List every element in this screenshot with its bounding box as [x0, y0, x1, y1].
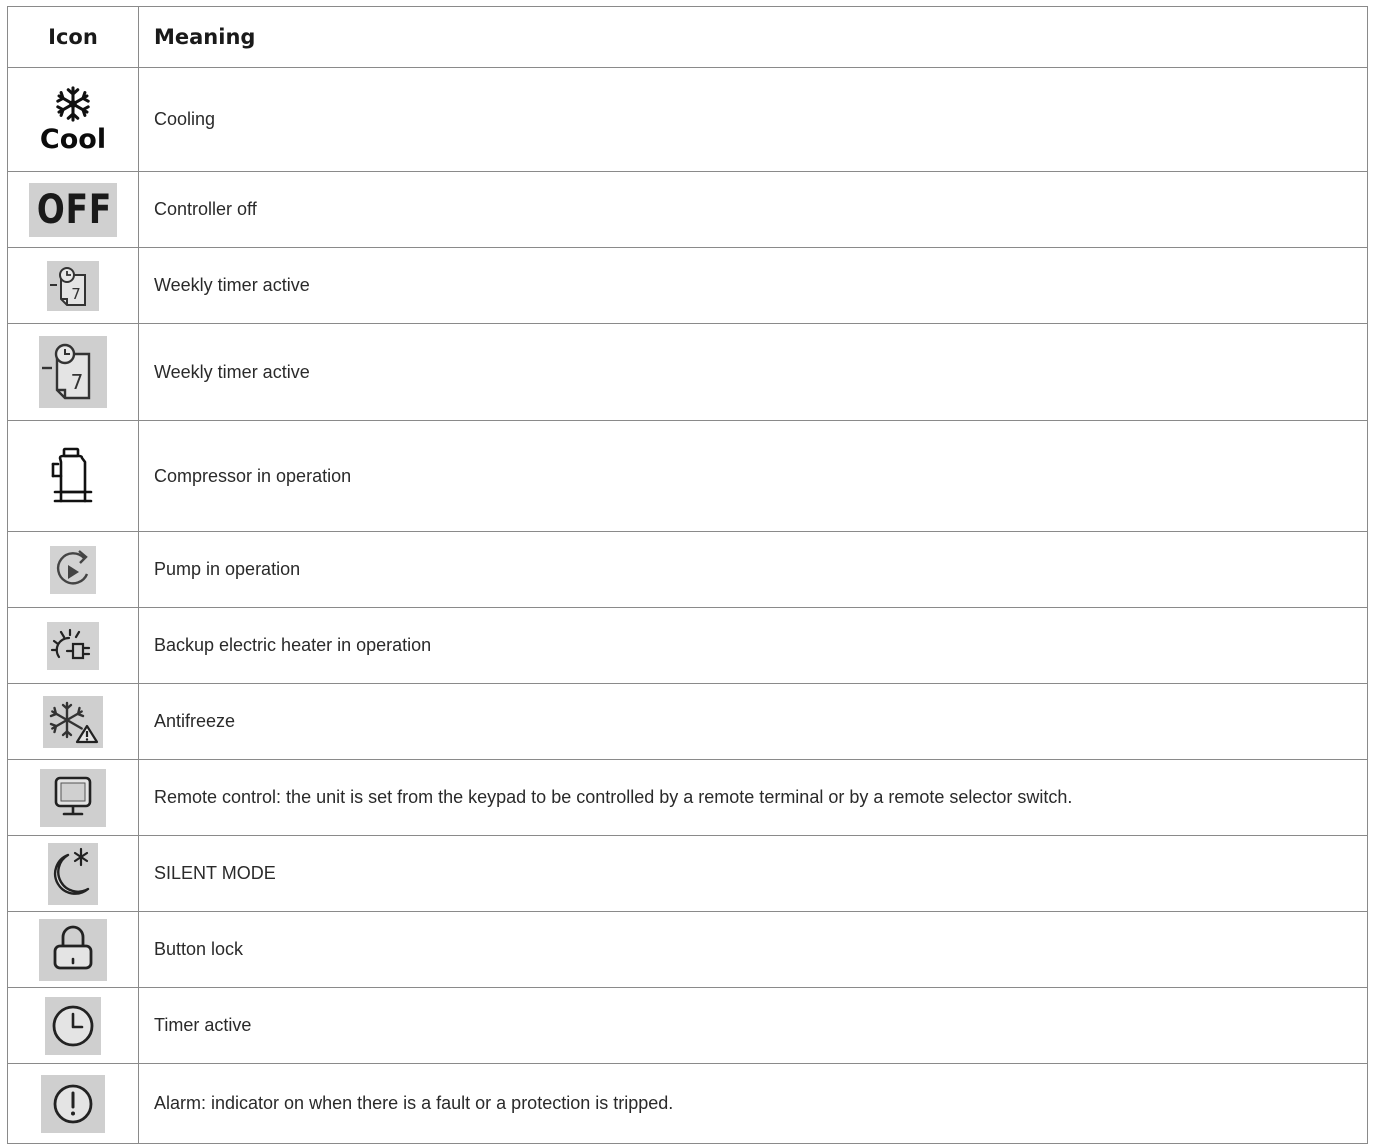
- meaning-cell: Weekly timer active: [139, 248, 1368, 324]
- silent-mode-icon: [48, 843, 98, 905]
- meaning-cell: Backup electric heater in operation: [139, 608, 1368, 684]
- meaning-cell: Timer active: [139, 988, 1368, 1064]
- icon-cell: [8, 324, 139, 421]
- icon-cell: [8, 421, 139, 532]
- alarm-icon: [41, 1075, 105, 1133]
- antifreeze-icon: [43, 696, 103, 748]
- table-row: [8, 760, 1368, 836]
- table-row: [8, 172, 1368, 248]
- table-row: [8, 248, 1368, 324]
- meaning-cell: Alarm: indicator on when there is a fault or a protection is tripped.: [139, 1064, 1368, 1144]
- icon-cell: [8, 532, 139, 608]
- icon-cell: [8, 988, 139, 1064]
- snowflake-icon: [54, 85, 92, 123]
- meaning-cell: Controller off: [139, 172, 1368, 248]
- table-row: [8, 836, 1368, 912]
- icon-cell: [8, 68, 139, 172]
- icon-cell: [8, 912, 139, 988]
- table-row: [8, 324, 1368, 421]
- lock-icon: [39, 919, 107, 981]
- meaning-cell: Weekly timer active: [139, 324, 1368, 421]
- cool-label: Cool: [39, 123, 107, 155]
- table-row: [8, 608, 1368, 684]
- meaning-cell: Pump in operation: [139, 532, 1368, 608]
- table-row: [8, 68, 1368, 172]
- off-icon: [29, 183, 117, 237]
- clock-icon: [45, 997, 101, 1055]
- meaning-cell: Button lock: [139, 912, 1368, 988]
- svg-text:7: 7: [71, 284, 81, 303]
- meaning-cell: Compressor in operation: [139, 421, 1368, 532]
- compressor-icon: [49, 446, 97, 506]
- icon-cell: [8, 172, 139, 248]
- table-row: [8, 684, 1368, 760]
- pump-icon: [50, 546, 96, 594]
- meaning-cell: Cooling: [139, 68, 1368, 172]
- off-label: OFF: [36, 186, 113, 233]
- table-row: [8, 421, 1368, 532]
- header-icon: Icon: [8, 7, 139, 68]
- heater-icon: [47, 622, 99, 670]
- icon-cell: [8, 684, 139, 760]
- table-row: [8, 912, 1368, 988]
- weekly-timer-icon: [39, 336, 107, 408]
- table-row: [8, 532, 1368, 608]
- icon-cell: [8, 836, 139, 912]
- table-row: [8, 988, 1368, 1064]
- icon-legend-table: [7, 6, 1368, 1144]
- meaning-cell: Antifreeze: [139, 684, 1368, 760]
- svg-text:7: 7: [70, 370, 84, 394]
- meaning-cell: SILENT MODE: [139, 836, 1368, 912]
- icon-cell: [8, 248, 139, 324]
- icon-cell: [8, 760, 139, 836]
- meaning-cell: Remote control: the unit is set from the keypad to be controlled by a remote terminal or by a remote selector switch.: [139, 760, 1368, 836]
- table-header-row: [8, 7, 1368, 68]
- table-row: [8, 1064, 1368, 1144]
- header-meaning: Meaning: [139, 7, 1368, 68]
- icon-cell: [8, 608, 139, 684]
- icon-cell: [8, 1064, 139, 1144]
- weekly-timer-icon: [47, 261, 99, 311]
- remote-control-icon: [40, 769, 106, 827]
